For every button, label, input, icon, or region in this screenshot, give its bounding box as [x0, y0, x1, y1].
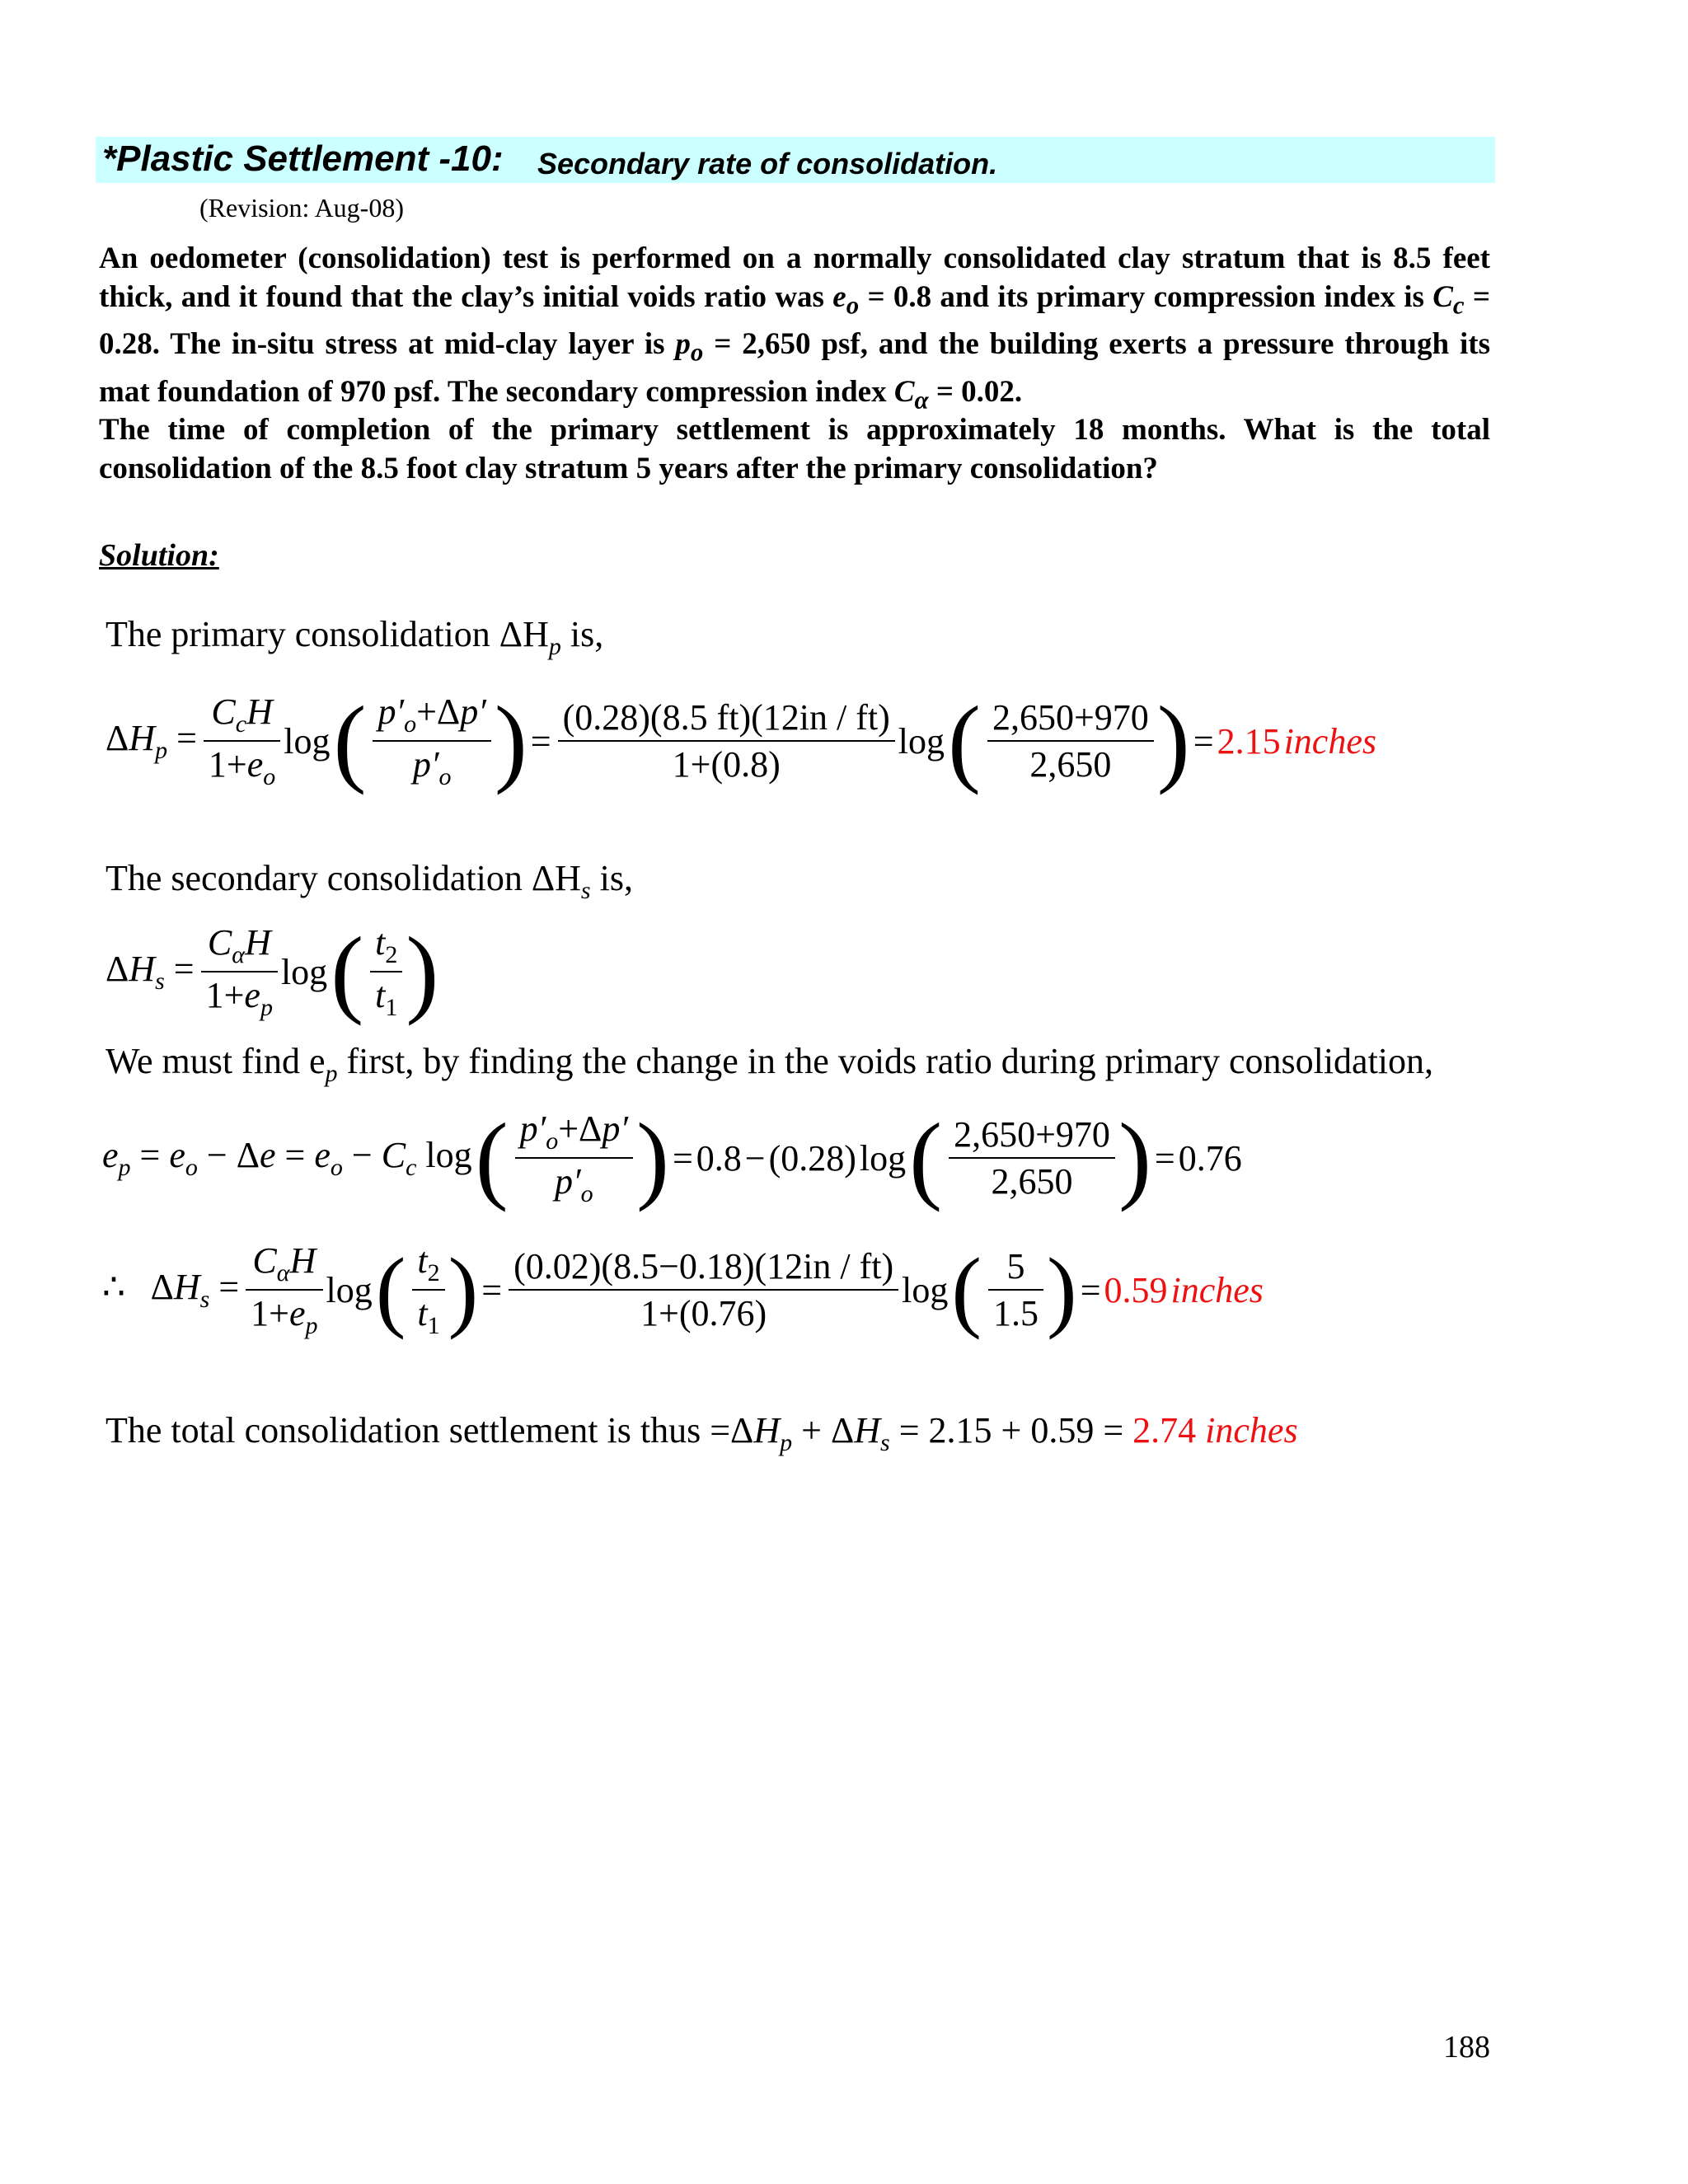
revision-note: (Revision: Aug-08): [199, 193, 404, 223]
page-number: 188: [1443, 2030, 1490, 2064]
primary-denominator-2: 2,650: [1029, 744, 1112, 785]
secondary-numerator-1: (0.02)(8.5−0.18)(12in / ft): [509, 1245, 898, 1291]
primary-unit: inches: [1283, 720, 1376, 762]
secondary-numerator-2: 5: [988, 1245, 1043, 1291]
total-line: The total consolidation settlement is thus $=\Delta H_p + \Delta H_s = 2.15 + 0.59 = 2.74$ inches: [106, 1410, 1298, 1456]
secondary-formula: $\Delta H_s$ = $\frac{C_\alpha H}{1+e_p}$ log ( $\frac{t_2}{t_1}$ ): [106, 916, 439, 1026]
ep-value-b: (0.28): [768, 1137, 856, 1179]
solution-heading: Solution:: [99, 538, 219, 573]
ep-intro: We must find $e_p$ first, by finding the change in the voids ratio during primary consolidation,: [106, 1041, 1434, 1087]
secondary-denominator-1: 1+(0.76): [640, 1293, 767, 1333]
primary-intro: The primary consolidation $\Delta H_p$ is,: [106, 614, 604, 660]
total-unit: inches: [1205, 1410, 1298, 1451]
ep-numerator: 2,650+970: [949, 1113, 1115, 1159]
primary-numerator-1: (0.28)(8.5 ft)(12in / ft): [558, 696, 895, 742]
ep-result: 0.76: [1178, 1137, 1242, 1179]
primary-result: 2.15: [1217, 720, 1281, 762]
problem-paragraph-2: The time of completion of the primary settlement is approximately 18 months. What is the total consolidation of the 8.5 foot clay stratum 5 years after the primary consolidation?: [99, 413, 1490, 485]
total-result: 2.74: [1132, 1410, 1197, 1451]
problem-paragraph-1: An oedometer (consolidation) test is performed on a normally consolidated clay stratum that is 8.5 feet thick, and it found that the clay’s initial voids ratio was $e_o = 0.8$ and its primary compression index is $C_c = 0.28$. The in-situ stress at mid-clay layer is $p_o = 2,650$ psf, and the building exerts a pressure through its mat foundation of 970 psf. The secondary compression index $C_\alpha = 0.02$.: [99, 241, 1491, 415]
ep-equation: $e_p = e_o - \Delta e = e_o - C_c$ log ( $\frac{p'_o+\Delta p'}{p'_o}$ ) = 0.8 − (0.28) log ( $\frac{2,650+970}{2,650}$ ) = 0.76: [102, 1103, 1242, 1212]
title-banner: [96, 137, 1495, 183]
title-main: *Plastic Settlement -10:: [102, 138, 504, 179]
ep-denominator: 2,650: [991, 1161, 1073, 1202]
secondary-intro: The secondary consolidation $\Delta H_s$ is,: [106, 858, 633, 904]
secondary-equation: ∴ $\Delta H_s$ = $\frac{C_\alpha H}{1+e_p}$ log ( $\frac{t_2}{t_1}$ ) = $\frac{(0.02)(8.5-0.18)(12in / ft)}{1+(0.76)}$ log ( $\frac{5}{1.5}$ ) = 0.59 inches: [102, 1240, 1264, 1340]
secondary-denominator-2: 1.5: [993, 1293, 1039, 1333]
title-sub: Secondary rate of consolidation.: [537, 147, 998, 180]
total-sum: = 2.15 + 0.59 =: [898, 1410, 1124, 1451]
primary-equation: $\Delta H_p$ = $\frac{C_cH}{1+e_o}$ log ( $\frac{p'_o+\Delta p'}{p'_o}$ ) = $\frac{(0.28)(8.5 ft)(12in / ft)}{1+(0.8)}$ log ( $\frac{2,650+970}{2,650}$ ) = 2.15 inches: [106, 686, 1376, 795]
secondary-result: 0.59: [1104, 1269, 1168, 1310]
primary-numerator-2: 2,650+970: [987, 696, 1154, 742]
primary-denominator-1: 1+(0.8): [672, 744, 781, 785]
secondary-unit: inches: [1170, 1269, 1264, 1310]
ep-value-a: 0.8: [696, 1137, 742, 1179]
